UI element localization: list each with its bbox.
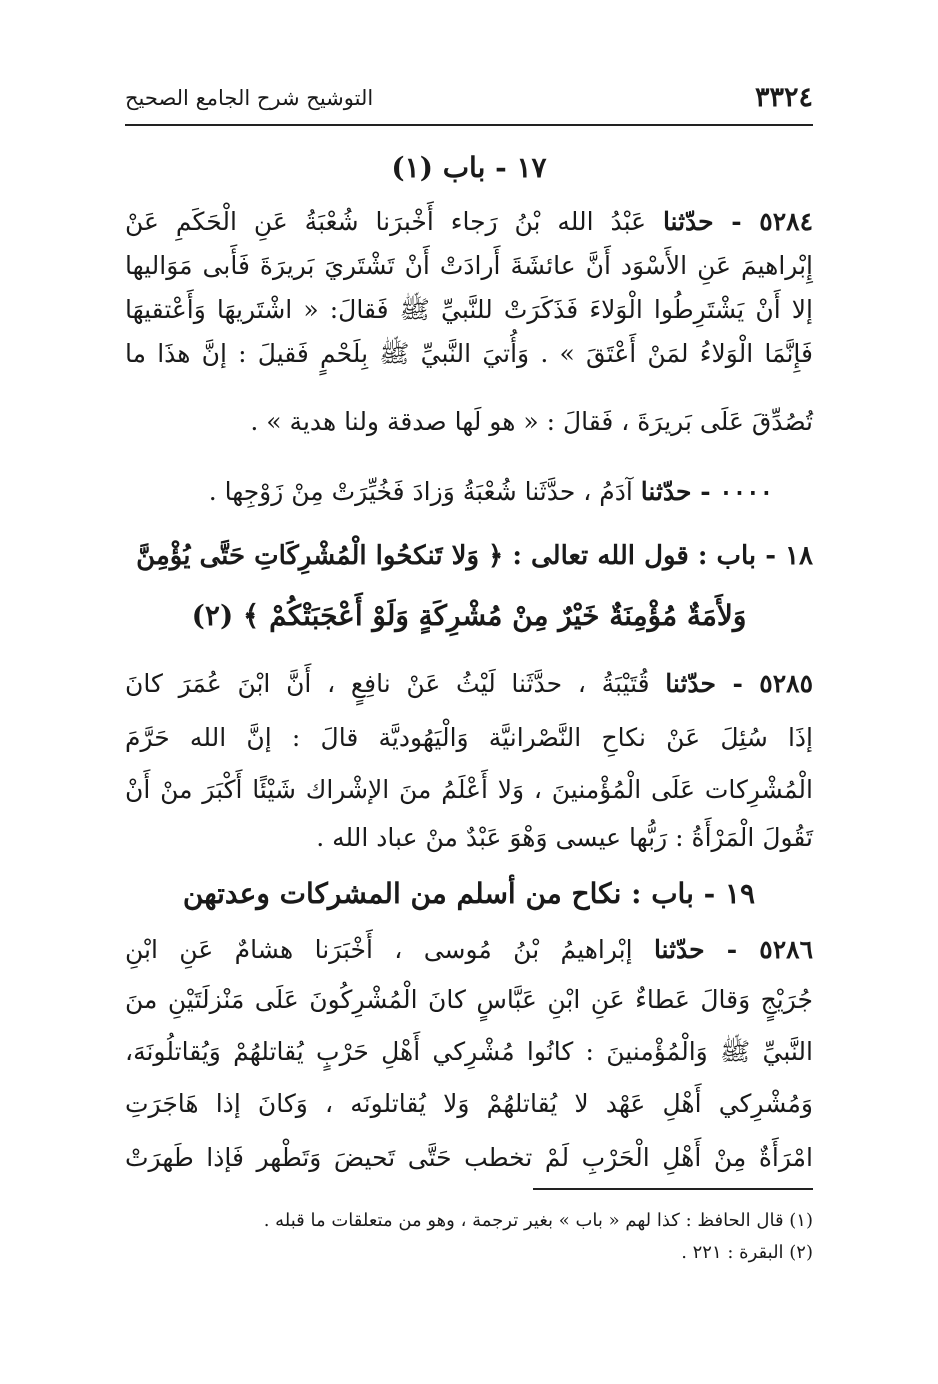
footnote-rule	[533, 1188, 813, 1190]
hadith-5285-line-2: إذَا سُئِلَ عَنْ نكاحِ النَّصْرانيَّة وَالْيَهُوديَّة قالَ : إنَّ الله حَرَّمَ	[125, 723, 813, 752]
hadith-0000: ٠٠٠٠ - حدّثنا آدَمُ ، حدَّثَنا شُعْبَةُ وَزادَ فَخُيِّرَتْ مِنْ زَوْجِها .	[208, 477, 773, 506]
hadith-5286-line-2: جُرَيْجٍ وَقالَ عَطاءٌ عَنِ ابْنِ عَبَّاسٍ كانَ الْمُشْرِكُونَ عَلَى مَنْزلَتَيْنِ منَ	[125, 985, 813, 1014]
hadith-5285-line-3: الْمُشْرِكات عَلَى الْمُؤْمنينَ ، وَلا أَعْلَمُ منَ الإشْراك شَيْئًا أَكْبَرَ منْ أَنْ	[125, 775, 813, 804]
hadith-5284-line-5: تُصُدِّقَ عَلَى بَريرَةَ ، فَقالَ : « هو لَها صدقة ولنا هدية » .	[250, 407, 813, 436]
hadith-5285-line-4: تَقُولَ الْمَرْأَةُ : رَبُّها عيسى وَهْوَ عَبْدٌ منْ عباد الله .	[316, 823, 813, 852]
footnote-1: (١) قال الحافظ : كذا لهم « باب » بغير ترجمة ، وهو من متعلقات ما قبله .	[263, 1210, 813, 1231]
header-rule	[125, 124, 813, 126]
hadith-5284-line-3: إلا أَنْ يَشْتَرِطُوا الْوَلاءَ فَذَكَرَتْ للنَّبيِّ ﷺ فَقالَ: « اشْتَريهَا وَأَعْتقيهَا	[125, 295, 813, 324]
page-number: ٣٣٢٤	[754, 82, 813, 113]
chapter-heading-17: ١٧ - باب (١)	[391, 151, 547, 184]
chapter-heading-19: ١٩ - باب : نكاح من أسلم من المشركات وعدتهن	[182, 877, 756, 910]
hadith-5286-line-1: ٥٢٨٦ - حدّثنا إبْراهيمُ بْنُ مُوسى ، أَخْبَرَنا هشامٌ عَنِ ابْنِ	[125, 935, 813, 964]
running-header	[125, 78, 813, 118]
chapter-heading-18-line-2: وَلأَمَةٌ مُؤْمِنَةٌ خَيْرٌ مِنْ مُشْرِكَةٍ وَلَوْ أَعْجَبَتْكُمْ ﴾ (٢)	[191, 599, 747, 632]
hadith-5284-line-4: فَإِنَّمَا الْوَلاءُ لمَنْ أَعْتَقَ » . وَأُتيَ النَّبيِّ ﷺ بِلَحْمٍ فَقيلَ : إنَّ هذَا ما	[125, 339, 813, 368]
hadith-number: ٥٢٨٤ - حدّثنا	[662, 207, 813, 236]
hadith-5284-line-1: ٥٢٨٤ - حدّثنا عَبْدُ الله بْنُ رَجاء أَخْبرَنا شُعْبَةُ عَنِ الْحَكَمِ عَنْ	[125, 207, 813, 236]
hadith-5286-line-4: وَمُشْرِكي أَهْلِ عَهْد لا يُقاتلهُمْ وَلا يُقاتلونَه ، وَكانَ إذا هَاجَرَتِ	[125, 1089, 813, 1118]
running-title: التوشيح شرح الجامع الصحيح	[125, 86, 374, 110]
hadith-5285-line-1: ٥٢٨٥ - حدّثنا قُتَيْبَةُ ، حدَّثَنا لَيْثُ عَنْ نافِعٍ ، أَنَّ ابْنَ عُمَرَ كانَ	[125, 669, 813, 698]
footnote-2: (٢) البقرة : ٢٢١ .	[681, 1242, 813, 1263]
hadith-5284-line-2: إِبْراهيمَ عَنِ الأَسْوَد أَنَّ عائشَةَ أَرادَتْ أَنْ تَشْتَريَ بَريرَةَ فَأَبى مَوَاليها	[125, 251, 813, 280]
hadith-5286-line-5: امْرَأَةٌ مِنْ أَهْلِ الْحَرْبِ لَمْ تخطب حَتَّى تَحيضَ وَتَطْهر فَإذا طَهرَتْ	[125, 1143, 813, 1172]
hadith-5286-line-3: النَّبيِّ ﷺ وَالْمُؤْمنينَ : كانُوا مُشْرِكي أَهْلِ حَرْبٍ يُقاتلهُمْ وَيُقاتلُونَهَ،	[125, 1037, 813, 1066]
chapter-heading-18-line-1: ١٨ - باب : قول الله تعالى : ﴿ وَلا تَنكحُوا الْمُشْرِكَاتِ حَتَّى يُؤْمِنَّ	[136, 541, 813, 571]
